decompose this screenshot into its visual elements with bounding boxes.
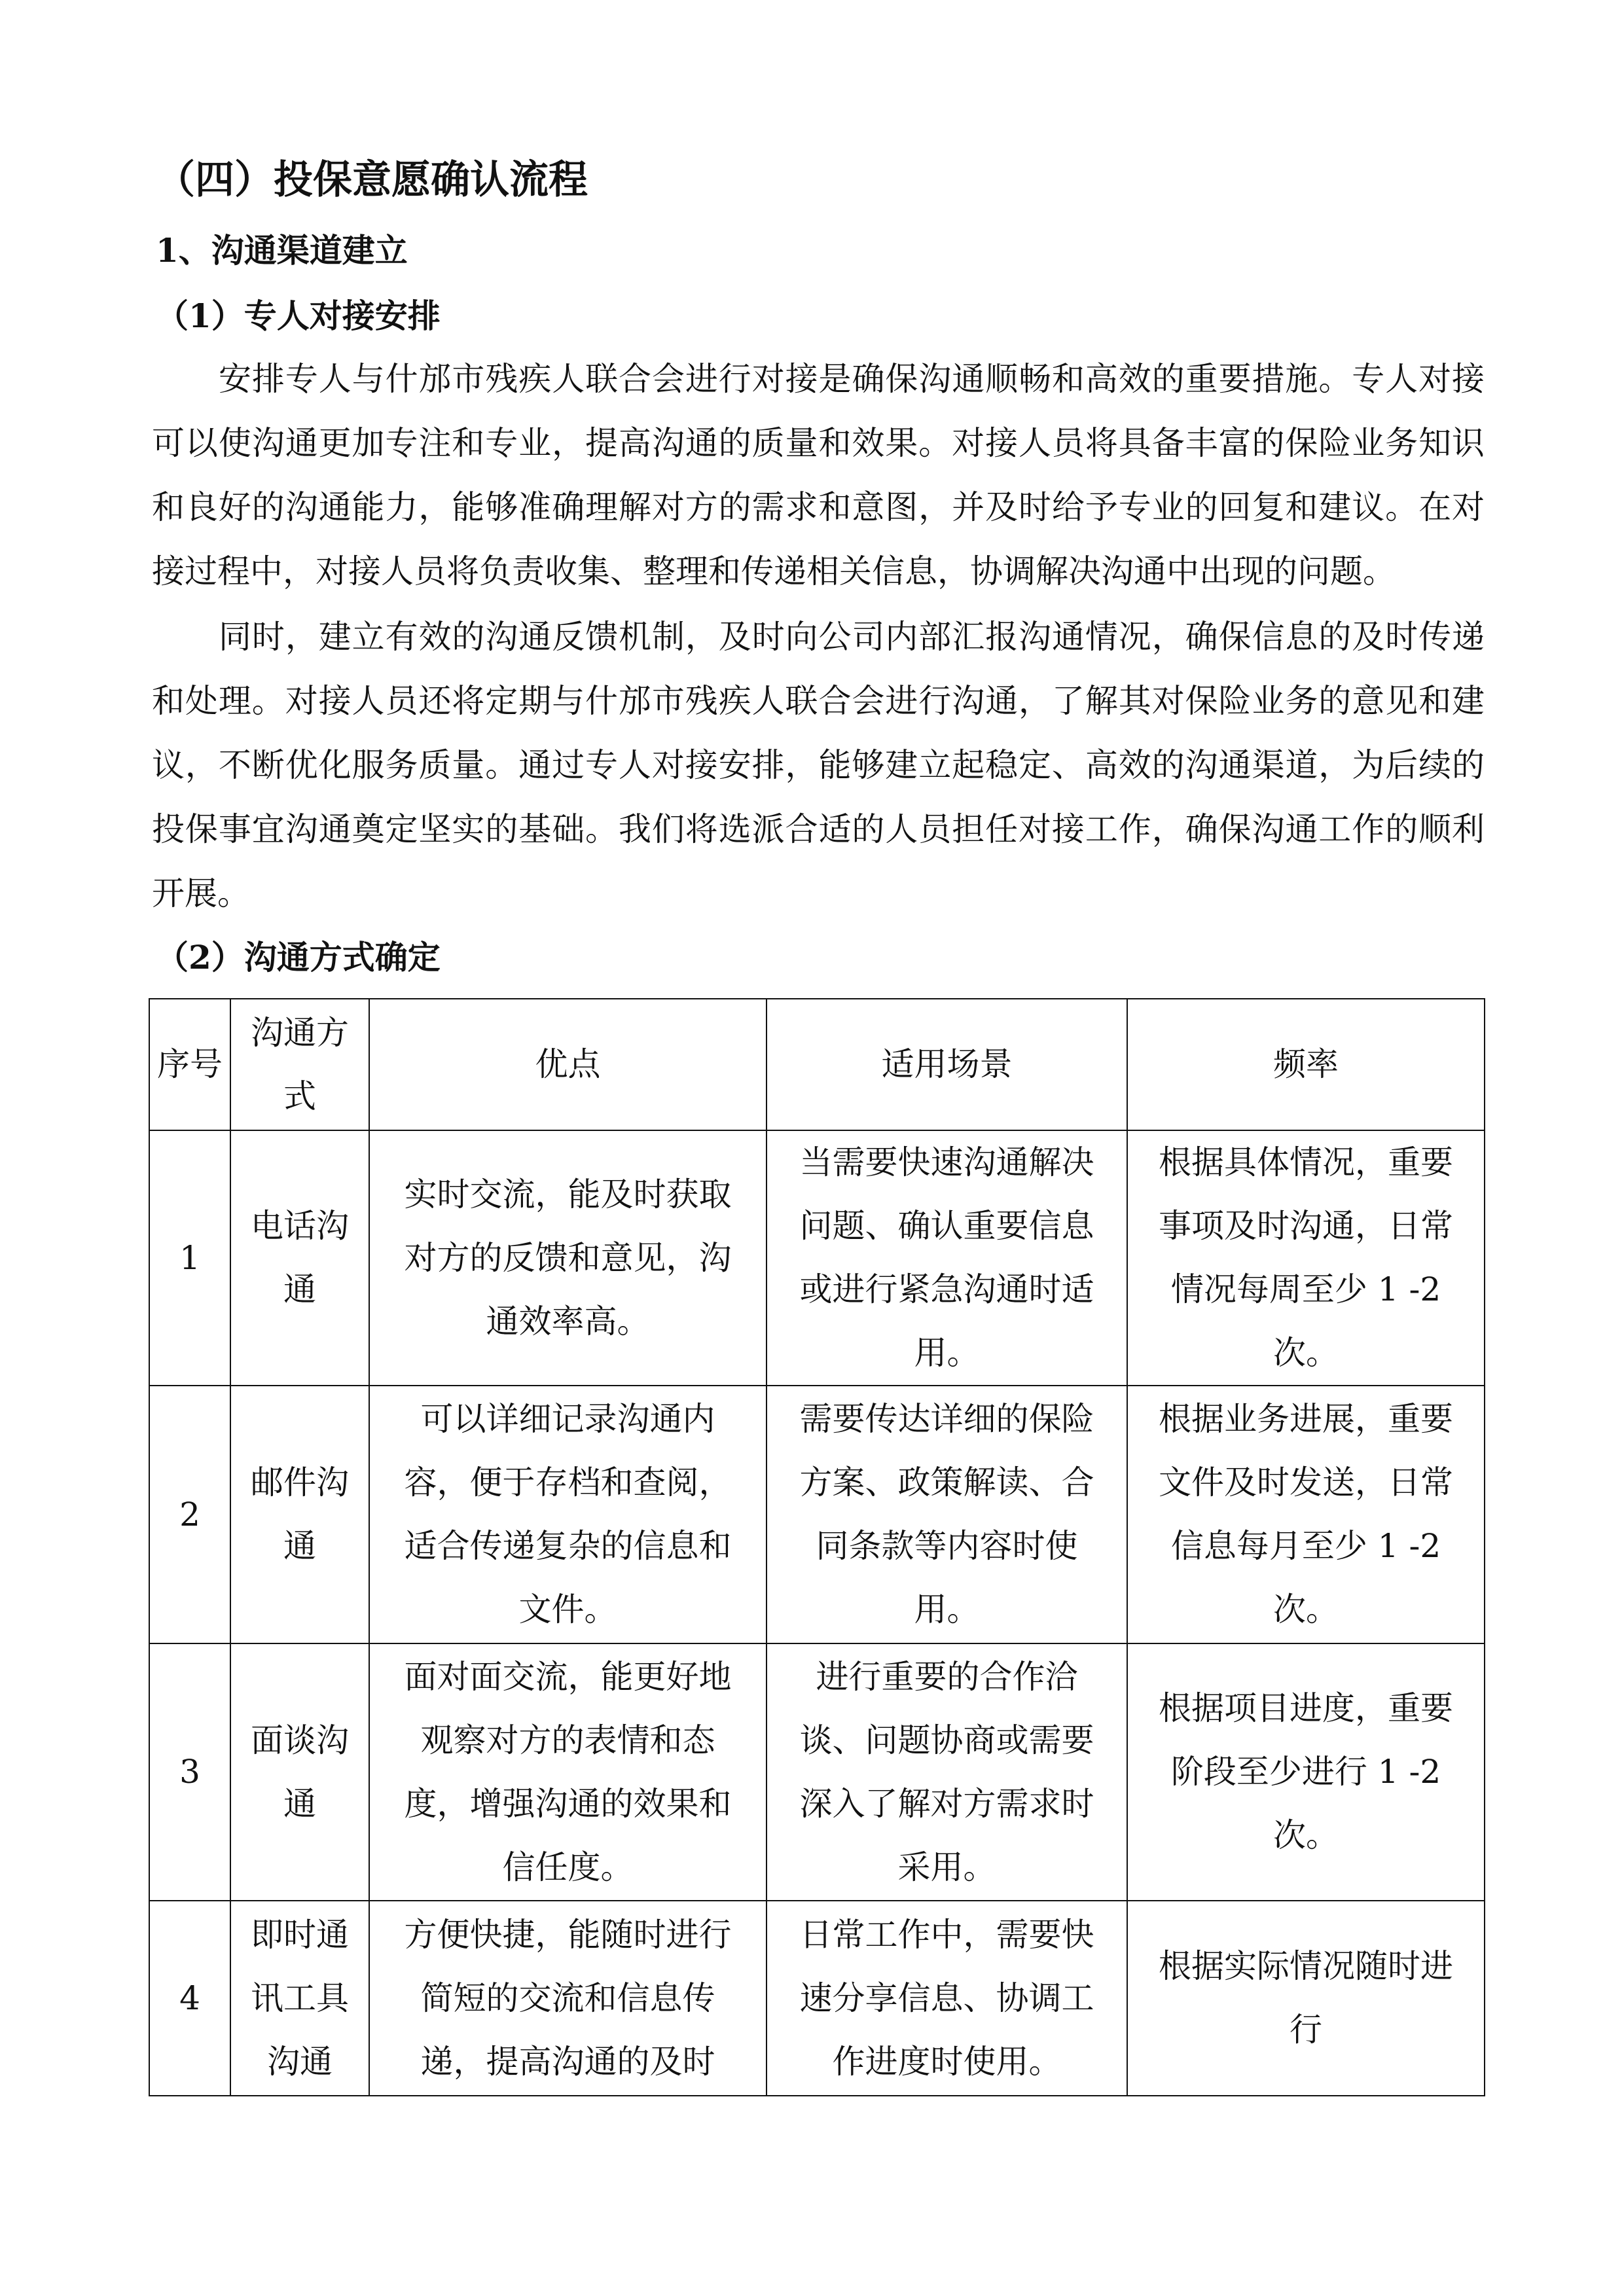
table-cell: 4 (149, 1901, 230, 2096)
header-cell: 沟通方式 (230, 999, 369, 1130)
table-cell: 根据具体情况，重要事项及时沟通，日常情况每周至少 1 -2 次。 (1127, 1130, 1485, 1386)
subsection-heading-2: （2）沟通方式确定 (156, 938, 441, 977)
table-cell: 根据实际情况随时进行 (1127, 1901, 1485, 2096)
header-cell: 序号 (149, 999, 230, 1130)
table-cell: 根据业务进展，重要文件及时发送，日常信息每月至少 1 -2 次。 (1127, 1386, 1485, 1643)
paragraph-1: 安排专人与什邡市残疾人联合会进行对接是确保沟通顺畅和高效的重要措施。专人对接可以使沟通更加专注和专业，提高沟通的质量和效果。对接人员将具备丰富的保险业务知识和良好的沟通能力，能够准确理解对方的需求和意图，并及时给予专业的回复和建议。在对接过程中，对接人员将负责收集、整理和传递相关信息，协调解决沟通中出现的问题。 (152, 360, 1485, 590)
table-cell: 电话沟通 (230, 1130, 369, 1386)
table-header-row (149, 999, 1485, 1130)
paragraph-2: 同时，建立有效的沟通反馈机制，及时向公司内部汇报沟通情况，确保信息的及时传递和处理。对接人员还将定期与什邡市残疾人联合会进行沟通，了解其对保险业务的意见和建议，不断优化服务质量。通过专人对接安排，能够建立起稳定、高效的沟通渠道，为后续的投保事宜沟通奠定坚实的基础。我们将选派合适的人员担任对接工作，确保沟通工作的顺利开展。 (152, 618, 1485, 912)
section-heading: 1、沟通渠道建立 (156, 231, 408, 270)
communication-methods-table (149, 998, 1485, 2096)
table-cell: 3 (149, 1643, 230, 1901)
table-row (149, 1643, 1485, 1901)
table-cell: 面对面交流，能更好地观察对方的表情和态度，增强沟通的效果和信任度。 (369, 1643, 767, 1901)
table-cell: 1 (149, 1130, 230, 1386)
header-cell: 频率 (1127, 999, 1485, 1130)
subsection-heading-1: （1）专人对接安排 (156, 296, 441, 335)
header-cell: 适用场景 (767, 999, 1127, 1130)
table-cell: 可以详细记录沟通内容，便于存档和查阅，适合传递复杂的信息和文件。 (369, 1386, 767, 1643)
table-cell: 进行重要的合作洽谈、问题协商或需要深入了解对方需求时采用。 (767, 1643, 1127, 1901)
table-cell: 实时交流，能及时获取对方的反馈和意见，沟通效率高。 (369, 1130, 767, 1386)
table-row (149, 1130, 1485, 1386)
table-cell: 当需要快速沟通解决问题、确认重要信息或进行紧急沟通时适用。 (767, 1130, 1127, 1386)
table-row (149, 1901, 1485, 2096)
table-cell: 根据项目进度，重要阶段至少进行 1 -2 次。 (1127, 1643, 1485, 1901)
table-cell: 面谈沟通 (230, 1643, 369, 1901)
table-cell: 2 (149, 1386, 230, 1643)
page-title: （四）投保意愿确认流程 (156, 157, 588, 203)
table-cell: 方便快捷，能随时进行简短的交流和信息传递，提高沟通的及时 (369, 1901, 767, 2096)
table-cell: 即时通讯工具沟通 (230, 1901, 369, 2096)
table-cell: 邮件沟通 (230, 1386, 369, 1643)
table-cell: 需要传达详细的保险方案、政策解读、合同条款等内容时使用。 (767, 1386, 1127, 1643)
table-row (149, 1386, 1485, 1643)
table-cell: 日常工作中，需要快速分享信息、协调工作进度时使用。 (767, 1901, 1127, 2096)
header-cell: 优点 (369, 999, 767, 1130)
